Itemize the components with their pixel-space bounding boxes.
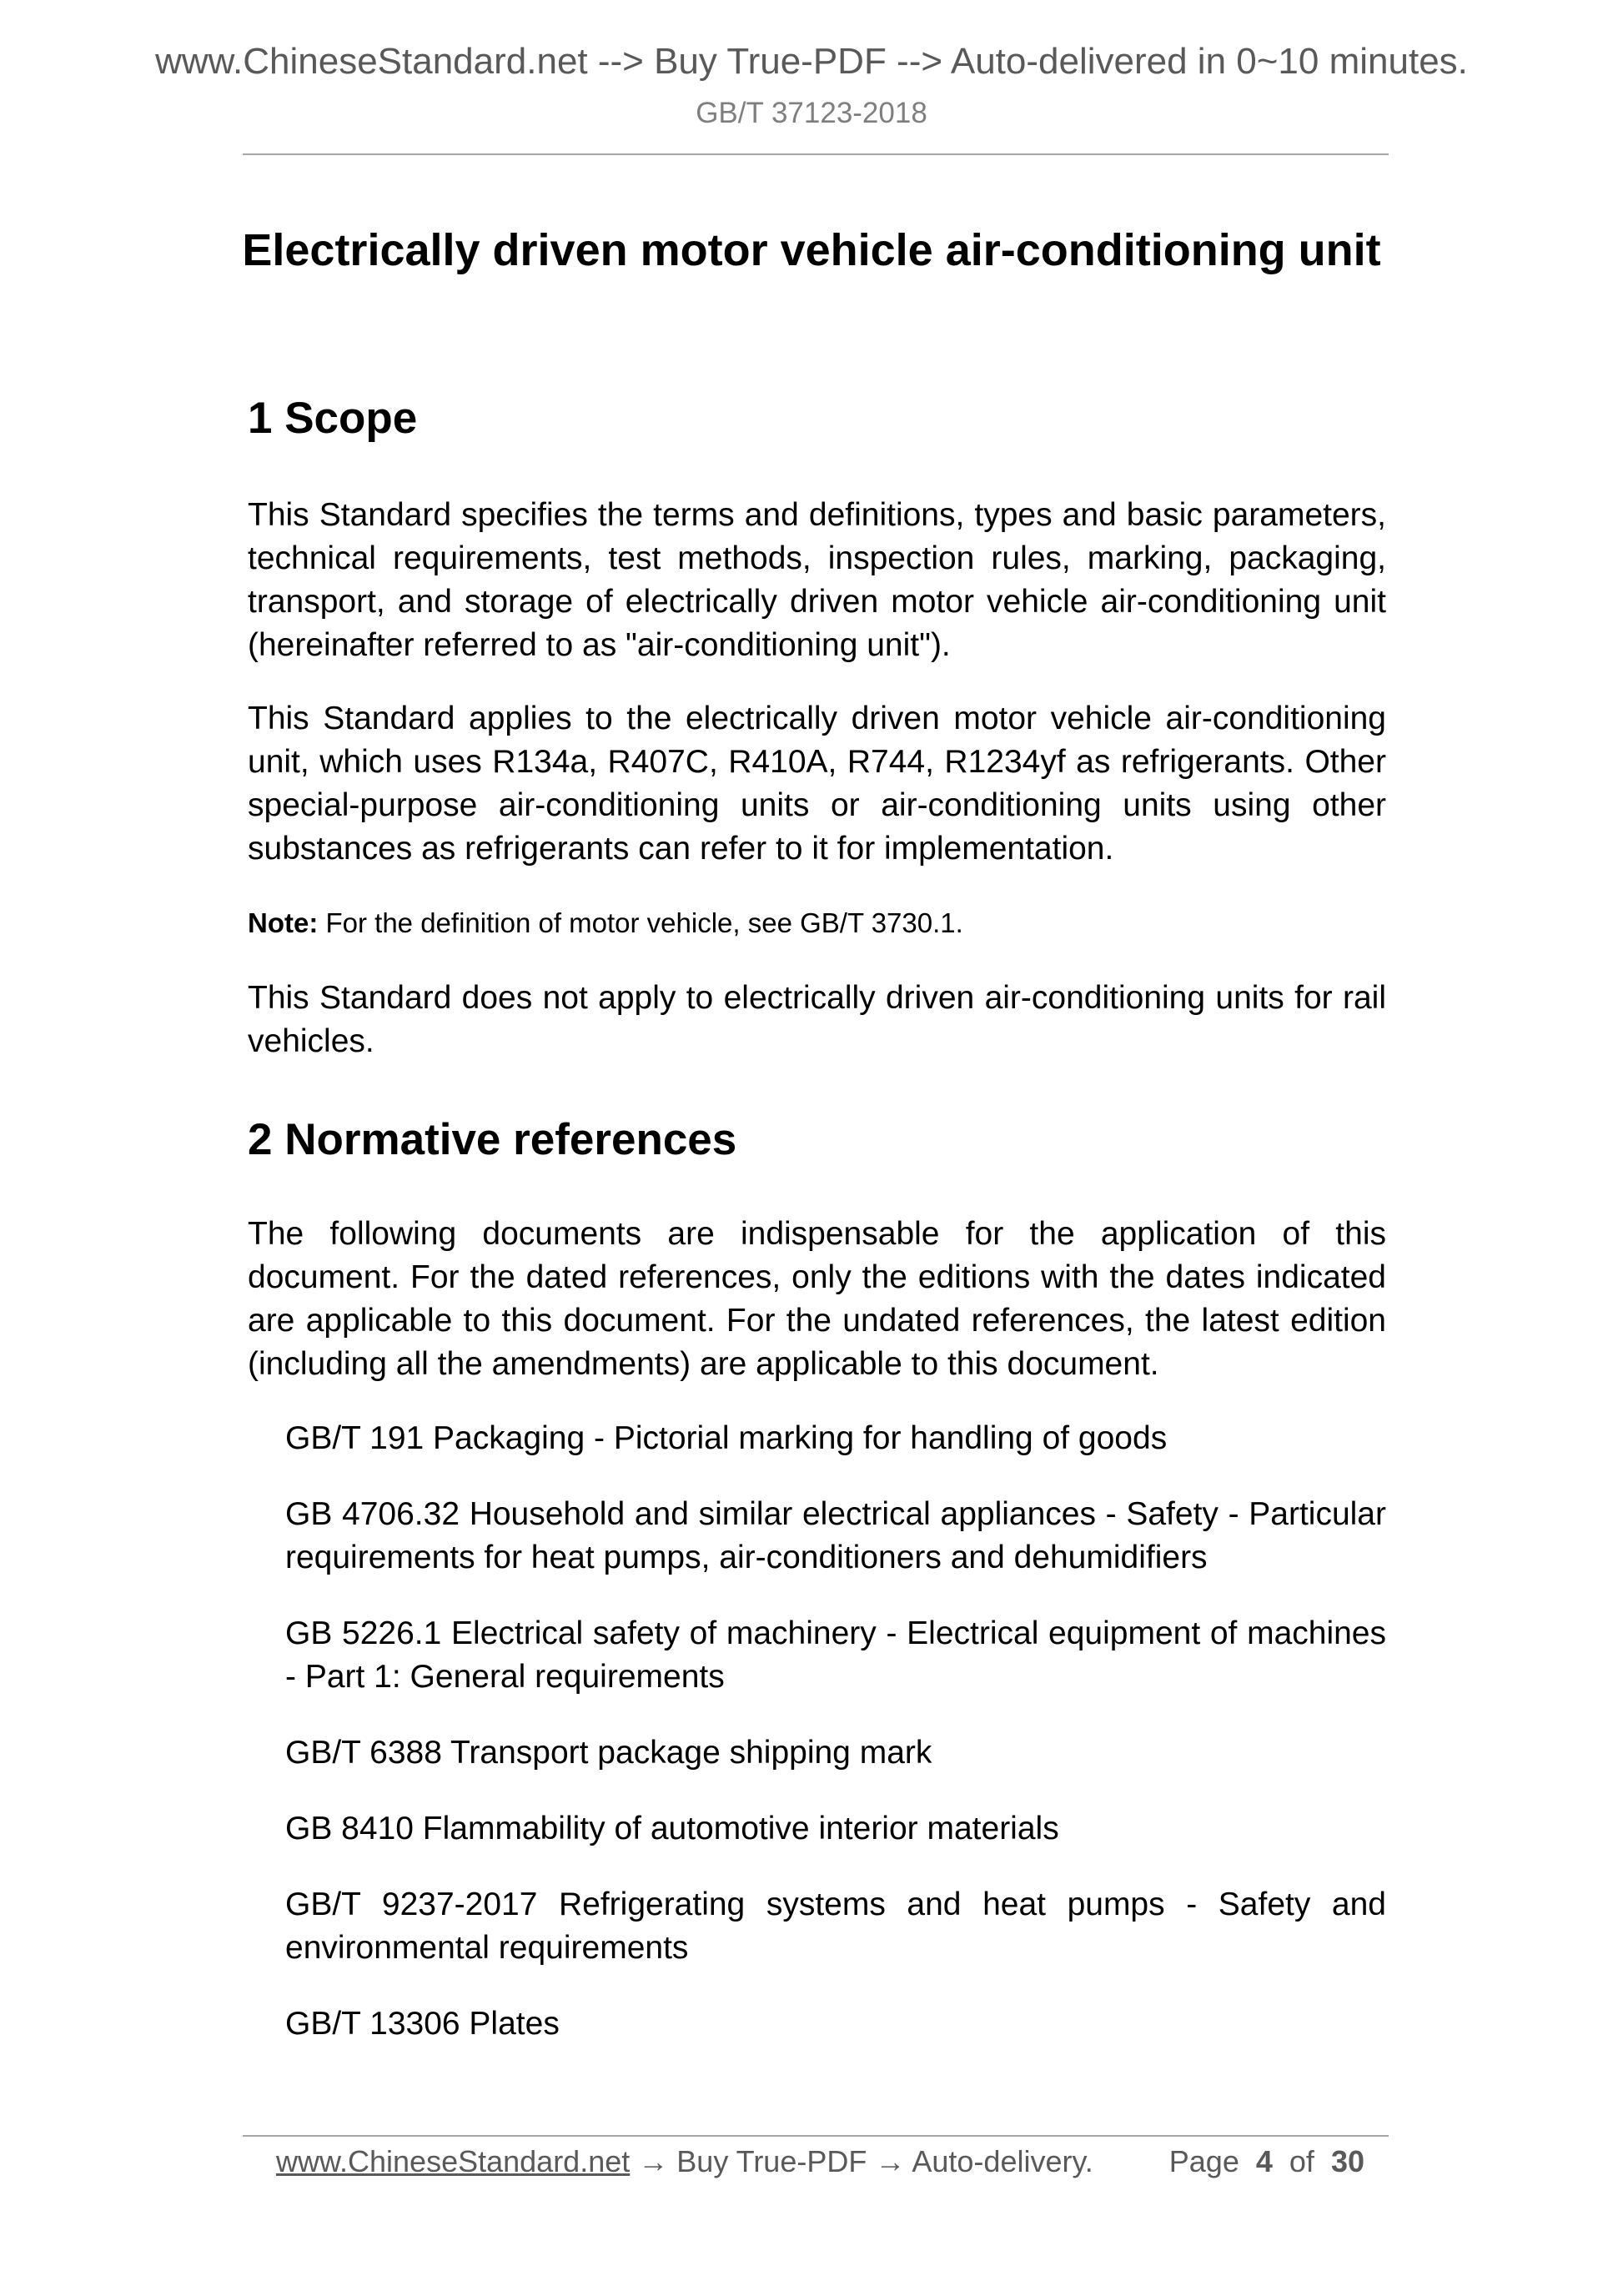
scope-paragraph-3: This Standard does not apply to electrically driven air-conditioning units for rail vehicles. bbox=[248, 980, 1386, 1059]
of-label: of bbox=[1289, 2144, 1314, 2178]
footer-buy-text: Buy True-PDF bbox=[676, 2144, 867, 2178]
reference-item: GB 5226.1 Electrical safety of machinery - Electrical equipment of machines - Part 1: General requirements bbox=[285, 1615, 1386, 1695]
page-number: 4 bbox=[1255, 2144, 1273, 2178]
standard-code: GB/T 37123-2018 bbox=[696, 97, 927, 129]
arrow-right-icon: → bbox=[875, 2144, 906, 2178]
note-text: For the definition of motor vehicle, see GB/T 3730.1. bbox=[318, 907, 963, 938]
scope-note bbox=[248, 905, 1386, 942]
reference-item: GB 4706.32 Household and similar electrical appliances - Safety - Particular requirements for heat pumps, air-conditioners and dehumidifiers bbox=[285, 1496, 1386, 1575]
header-banner: www.ChineseStandard.net --> Buy True-PDF --> Auto-delivered in 0~10 minutes. bbox=[155, 41, 1468, 82]
section-2-heading: 2 Normative references bbox=[248, 1115, 737, 1164]
header-divider bbox=[243, 153, 1389, 155]
scope-paragraph-2: This Standard applies to the electrically driven motor vehicle air-conditioning unit, which uses R134a, R407C, R410A, R744, R1234yf as refrigerants. Other special-purpose air-conditioning units or air-conditioning units using other substances as refrigerants can refer to it for implementation. bbox=[248, 701, 1386, 867]
reference-item: GB/T 191 Packaging - Pictorial marking for handling of goods bbox=[285, 1420, 1168, 1456]
reference-item: GB/T 13306 Plates bbox=[285, 2006, 560, 2042]
page-footer bbox=[276, 2139, 1364, 2184]
page-label: Page bbox=[1168, 2144, 1239, 2178]
page-indicator bbox=[1169, 2139, 1364, 2184]
scope-paragraph-1: This Standard specifies the terms and definitions, types and basic parameters, technical requirements, test methods, inspection rules, marking, packaging, transport, and storage of electrically driven motor vehicle air-conditioning unit (hereinafter referred to as "air-conditioning unit"). bbox=[248, 497, 1386, 663]
normative-intro: The following documents are indispensable for the application of this document. For the dated references, only the editions with the dates indicated are applicable to this document. For the undated references, the latest edition (including all the amendments) are applicable to this document. bbox=[248, 1216, 1386, 1382]
note-label: Note: bbox=[248, 907, 319, 938]
document-title: Electrically driven motor vehicle air-conditioning unit bbox=[242, 225, 1381, 275]
reference-item: GB 8410 Flammability of automotive interior materials bbox=[285, 1811, 1059, 1846]
arrow-right-icon: → bbox=[638, 2144, 669, 2178]
reference-item: GB/T 9237-2017 Refrigerating systems and heat pumps - Safety and environmental requirements bbox=[285, 1887, 1386, 1966]
reference-item: GB/T 6388 Transport package shipping mark bbox=[285, 1735, 932, 1771]
footer-left bbox=[276, 2139, 1093, 2184]
footer-delivery-text: Auto-delivery. bbox=[912, 2144, 1093, 2178]
section-1-heading: 1 Scope bbox=[248, 394, 418, 443]
total-pages: 30 bbox=[1330, 2144, 1364, 2178]
footer-divider bbox=[243, 2135, 1389, 2137]
footer-site-link[interactable]: www.ChineseStandard.net bbox=[276, 2144, 631, 2178]
